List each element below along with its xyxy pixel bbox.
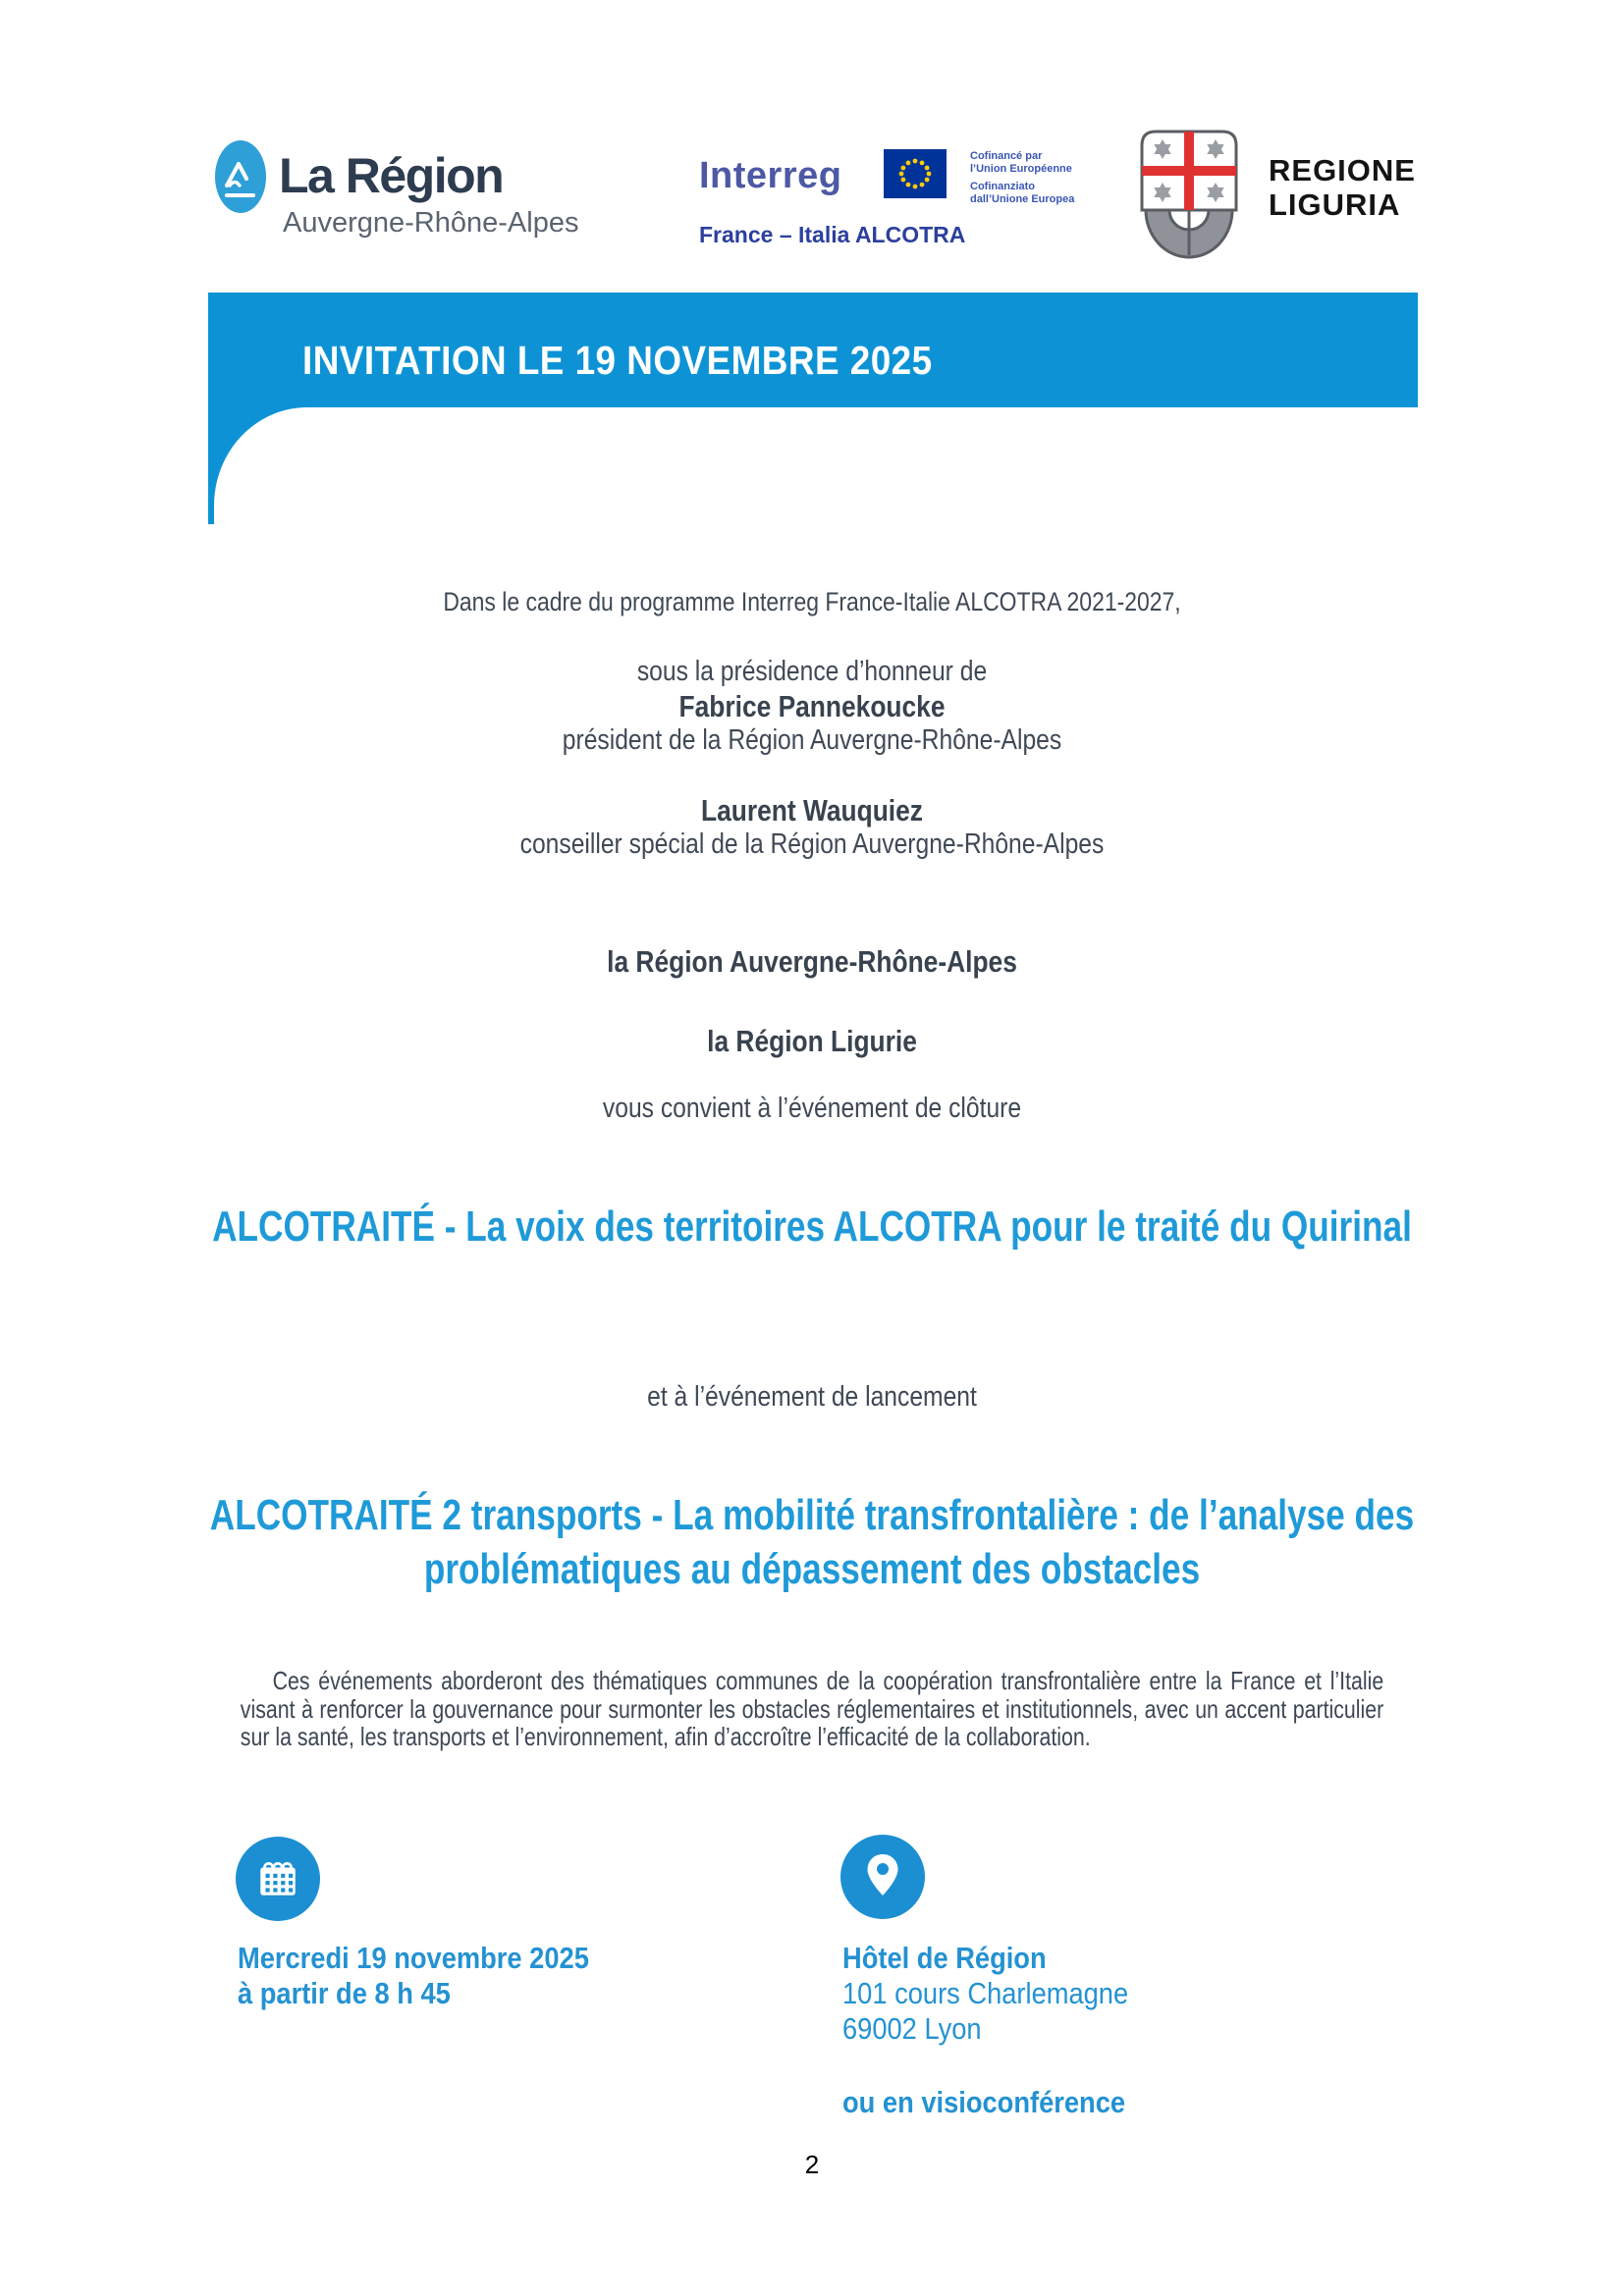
calendar-icon (236, 1837, 320, 1921)
event-date: Mercredi 19 novembre 2025 (238, 1941, 589, 1975)
liguria-crest-icon (1134, 126, 1244, 265)
calendar-glyph (254, 1855, 301, 1902)
banner-rounded-cutout (214, 407, 1418, 524)
interreg-program-name: France – Italia ALCOTRA (699, 222, 966, 247)
launch-intro-line: et à l’événement de lancement (647, 1381, 977, 1413)
aura-region-subtitle: Auvergne-Rhône-Alpes (283, 207, 579, 239)
venue-address-city: 69002 Lyon (842, 2011, 982, 2046)
eu-cofinance-text (970, 150, 1074, 206)
venue-address-street: 101 cours Charlemagne (842, 1976, 1129, 2010)
invitation-banner (208, 293, 1418, 524)
visio-option-line: ou en visioconférence (842, 2085, 1126, 2119)
cofinance-fr-line2: l’Union Européenne (970, 163, 1072, 175)
aura-region-wordmark: La Région (279, 148, 504, 203)
page-number: 2 (804, 2150, 820, 2179)
cofinance-it-line2: dall’Unione Europea (970, 193, 1075, 205)
president-name: Fabrice Pannekoucke (678, 689, 946, 723)
cofinance-it-line1: Cofinanziato (970, 181, 1035, 192)
liguria-wordmark-line1: REGIONE (1269, 153, 1416, 187)
event-venue-block (842, 1941, 1128, 2047)
event-date-block (238, 1941, 589, 2011)
invitation-line: vous convient à l’événement de clôture (602, 1093, 1022, 1124)
interreg-wordmark: Interreg (699, 155, 842, 196)
host-region-2: la Région Ligurie (707, 1024, 917, 1058)
advisor-title: conseiller spécial de la Région Auvergne-Rhône-Alpes (519, 828, 1105, 860)
presidency-intro-line: sous la présidence d’honneur de (636, 656, 988, 687)
president-title: président de la Région Auvergne-Rhône-Alpes (562, 724, 1062, 756)
liguria-wordmark (1269, 153, 1416, 222)
aura-region-logo-icon (214, 139, 267, 214)
invitation-banner-title: INVITATION LE 19 NOVEMBRE 2025 (302, 338, 933, 383)
location-pin-glyph (860, 1851, 905, 1902)
host-region-1: la Région Auvergne-Rhône-Alpes (607, 944, 1017, 979)
program-context-line: Dans le cadre du programme Interreg France-Italie ALCOTRA 2021-2027, (443, 587, 1181, 616)
venue-name: Hôtel de Région (842, 1941, 1047, 1975)
eu-flag-icon (884, 149, 947, 198)
event2-title: ALCOTRAITÉ 2 transports - La mobilité transfrontalière : de l’analyse des problématiques au dépassement des obstacles (209, 1491, 1415, 1593)
cofinance-fr-line1: Cofinancé par (970, 150, 1043, 162)
liguria-wordmark-line2: LIGURIA (1269, 187, 1401, 222)
event1-title: ALCOTRAITÉ - La voix des territoires ALCOTRA pour le traité du Quirinal (212, 1202, 1412, 1251)
advisor-name: Laurent Wauquiez (701, 793, 923, 828)
event-description: Ces événements aborderont des thématiques communes de la coopération transfrontalière entre la France et l’Italie visant à renforcer la gouvernance pour surmonter les obstacles réglementaires et institutionnels, avec un accent particulier sur la santé, les transports et l’environnement, afin d’accroître l’efficacité de la collaboration. (240, 1666, 1384, 1751)
event-start-time: à partir de 8 h 45 (238, 1976, 451, 2010)
location-pin-icon (840, 1835, 925, 1919)
